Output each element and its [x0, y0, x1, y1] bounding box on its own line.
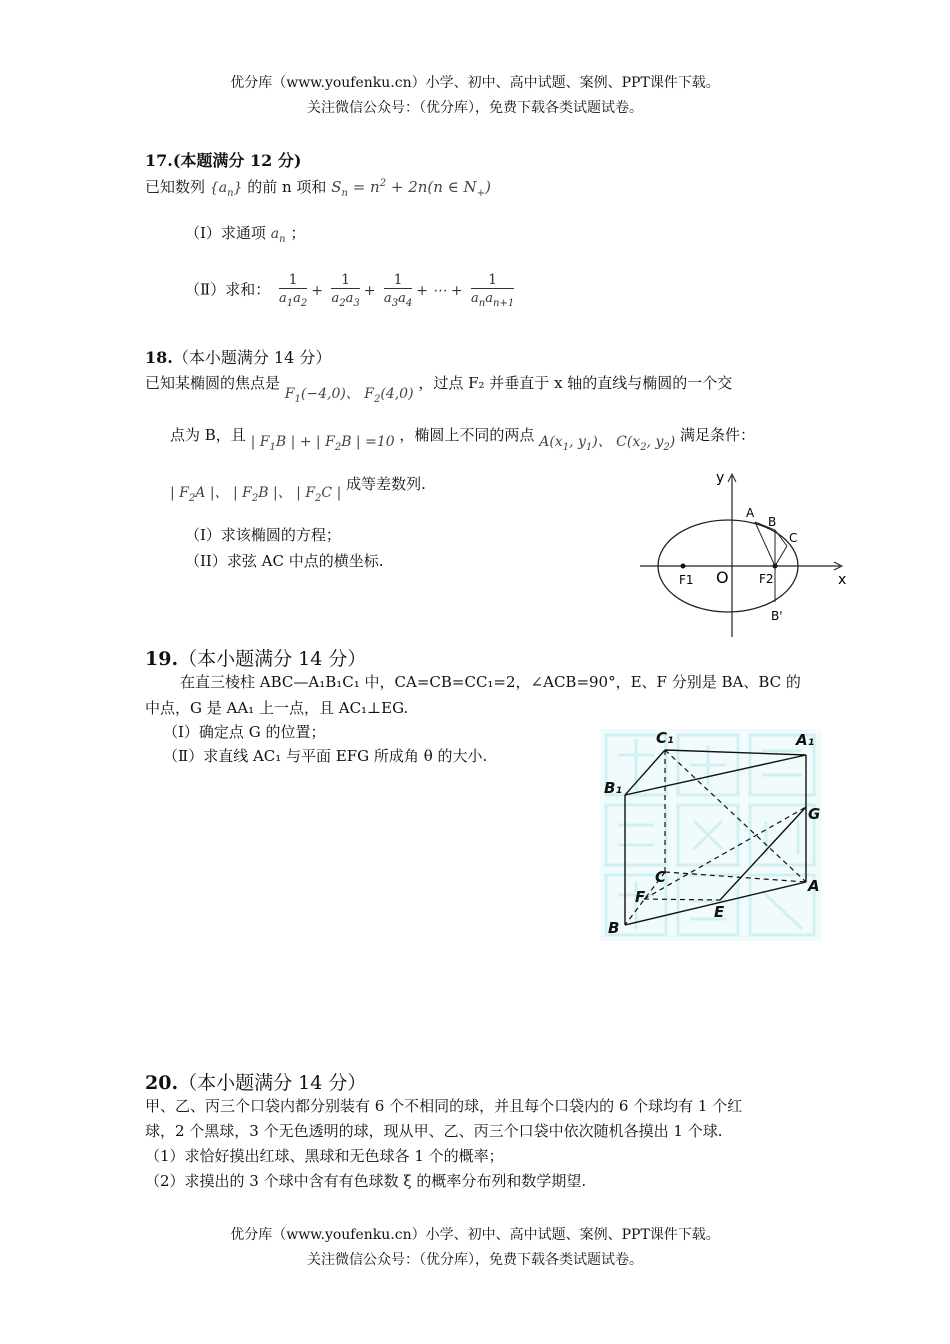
- q17-part2-prefix: （Ⅱ）求和：: [185, 280, 271, 299]
- q19-line-2: 中点，G 是 AA₁ 上一点，且 AC₁⊥EG.: [145, 699, 409, 717]
- page-footer-line-2: 关注微信公众号：（优分库），免费下载各类试题试卷。: [307, 1252, 643, 1268]
- label-f: F: [635, 888, 646, 906]
- page-footer-line-1: 优分库（www.youfenku.cn）小学、初中、高中试题、案例、PPT课件下载。: [230, 1227, 720, 1243]
- q19-line-1: 在直三棱柱 ABC—A₁B₁C₁ 中，CA=CB=CC₁=2，∠ACB=90°，E、F 分别是 BA、BC 的: [180, 673, 801, 691]
- point-b-prime-label: B': [771, 609, 783, 623]
- origin-label: O: [716, 568, 729, 587]
- q17-part2: [185, 272, 518, 309]
- q20-title: [145, 1068, 366, 1095]
- q19-part2: （Ⅱ）求直线 AC₁ 与平面 EFG 所成角 θ 的大小.: [163, 747, 488, 765]
- q20-line-2: 球，2 个黑球，3 个无色透明的球，现从甲、乙、丙三个口袋中依次随机各摸出 1 个球.: [145, 1122, 723, 1140]
- q18-line-2: [170, 424, 756, 453]
- q17-part1: [185, 222, 305, 245]
- q20-title-num: 20.: [145, 1072, 179, 1094]
- q17-title: 17.(本题满分 12 分): [145, 151, 302, 170]
- f2-label: F2: [759, 572, 774, 586]
- q20-part2: （2）求摸出的 3 个球中含有有色球数 ξ 的概率分布列和数学期望.: [145, 1172, 587, 1190]
- label-a1: A₁: [796, 731, 815, 749]
- q19-part1: （Ⅰ）确定点 G 的位置；: [163, 723, 326, 741]
- focal-distance-formula: | $F_1B$ | + | $F_2B$ | =10: [250, 434, 395, 453]
- q18-l3-suffix: 成等差数列.: [346, 475, 426, 493]
- q17-part1-suffix: ；: [290, 224, 306, 242]
- watermark-seal: [600, 729, 822, 941]
- distances-formula: | $F_2A$ |、 | $F_2B$ |、 | $F_2C$ |: [170, 485, 342, 504]
- x-axis-label: x: [838, 572, 847, 588]
- q19-title-rest: （本小题满分 14 分）: [178, 648, 367, 670]
- q20-title-rest: （本小题满分 14 分）: [178, 1072, 367, 1094]
- q17-part1-prefix: （Ⅰ）求通项: [185, 224, 266, 242]
- label-c: C: [655, 868, 667, 886]
- sum-sn-formula: $S_n = n^2 + 2n(n$ ∈ $N_+$): [331, 178, 491, 199]
- q17-stem: [145, 176, 491, 199]
- prism-figure: [598, 725, 828, 945]
- q18-l2-suffix: 满足条件：: [680, 426, 756, 444]
- q18-l1-suffix: ，过点 F₂ 并垂直于 x 轴的直线与椭圆的一个交: [418, 374, 733, 392]
- point-c-label: C: [789, 531, 798, 545]
- q18-line-3: [170, 473, 426, 504]
- points-ac-formula: $A(x_1$, $y_1$)、 $C(x_2$, $y_2$): [539, 434, 676, 453]
- an-formula: $a_n$: [270, 226, 286, 245]
- q20-part1: （1）求恰好摸出红球、黑球和无色球各 1 个的概率；: [145, 1147, 504, 1165]
- q19-title: [145, 644, 366, 671]
- series-sum-formula: $\frac{1}{a_1a_2}$ + $\frac{1}{a_2a_3}$ + $\frac{1}{a_3a_4}$ + ⋯ + $\frac{1}{a_na_{n+1}}$: [278, 272, 515, 309]
- q19-title-num: 19.: [145, 648, 179, 670]
- label-b1: B₁: [604, 779, 623, 797]
- page-header-line-1: 优分库（www.youfenku.cn）小学、初中、高中试题、案例、PPT课件下载。: [230, 75, 720, 91]
- q18-title: [145, 345, 331, 368]
- q18-line-1: [145, 372, 733, 405]
- point-a-label: A: [746, 506, 755, 520]
- page-header-line-2: 关注微信公众号：（优分库），免费下载各类试题试卷。: [307, 100, 643, 116]
- ellipse-figure: [630, 462, 860, 642]
- q18-title-rest: （本小题满分 14 分）: [172, 348, 332, 367]
- q17-stem-prefix: 已知数列: [145, 178, 206, 196]
- q20-line-1: 甲、乙、丙三个口袋内都分别装有 6 个不相同的球，并且每个口袋内的 6 个球均有 1 个红: [145, 1097, 743, 1115]
- foci-formula: $F_1(-4,0)$、 $F_2(4,0)$: [284, 386, 414, 405]
- q18-l1-prefix: 已知某椭圆的焦点是: [145, 374, 281, 392]
- sequence-an-formula: $\{a_n\}$: [209, 180, 243, 199]
- label-a: A: [808, 877, 820, 895]
- q18-part2: （II）求弦 AC 中点的横坐标.: [185, 552, 384, 570]
- q18-l2-prefix: 点为 B，且: [170, 426, 246, 444]
- point-b-label: B: [768, 515, 777, 529]
- label-g: G: [808, 805, 821, 823]
- q18-l2-mid: ，椭圆上不同的两点: [399, 426, 535, 444]
- label-b: B: [608, 919, 620, 937]
- y-axis-label: y: [716, 470, 725, 486]
- label-c1: C₁: [656, 729, 674, 747]
- f1-label: F1: [679, 573, 694, 587]
- label-e: E: [714, 903, 725, 921]
- f1-point: [681, 564, 686, 569]
- q18-title-num: 18.: [145, 348, 173, 367]
- q17-stem-mid: 的前 n 项和: [247, 178, 327, 196]
- segment-f2c: [775, 546, 787, 566]
- q18-part1: （I）求该椭圆的方程；: [185, 526, 341, 544]
